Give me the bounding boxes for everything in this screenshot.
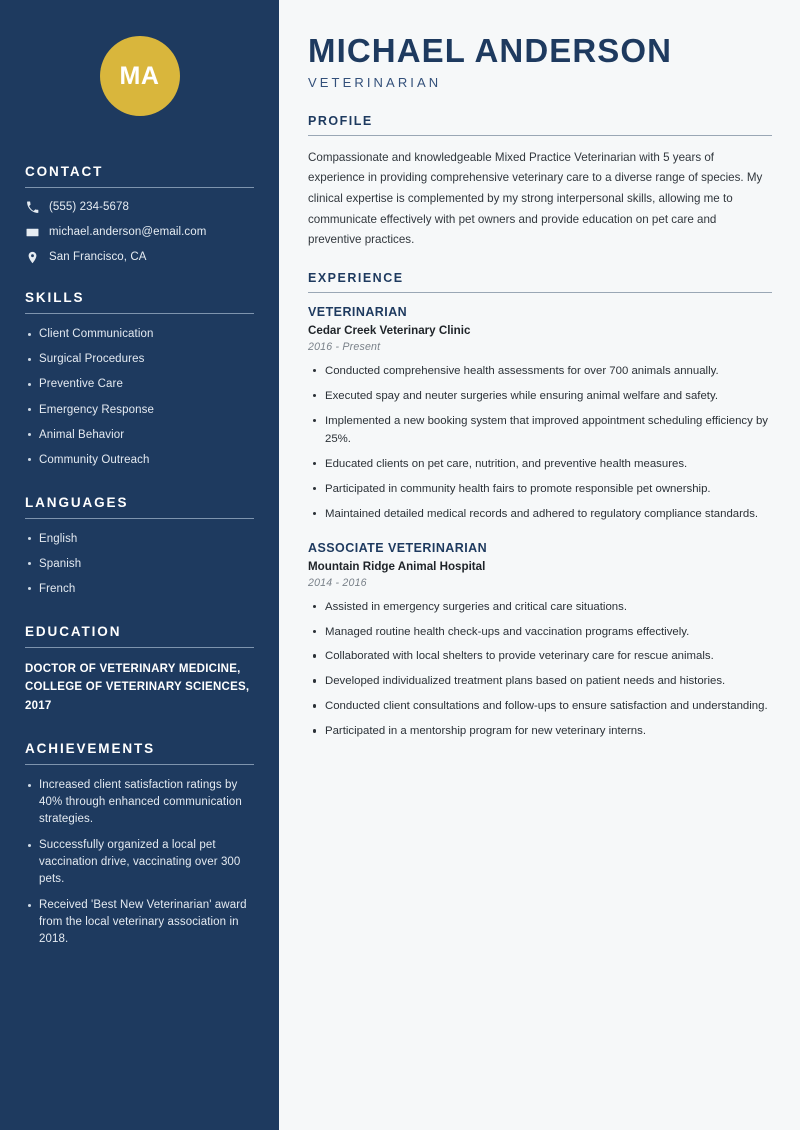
envelope-icon <box>25 225 39 239</box>
list-item: Conducted client consultations and follow-ups to ensure satisfaction and understanding. <box>325 697 772 715</box>
job-bullet-list <box>308 598 772 741</box>
contact-value-location: San Francisco, CA <box>49 251 147 263</box>
list-item: Managed routine health check-ups and vaccination programs effectively. <box>325 623 772 641</box>
skills-list <box>25 326 254 469</box>
contact-divider <box>25 187 254 188</box>
education-divider <box>25 647 254 648</box>
list-item: Client Communication <box>39 326 254 343</box>
contact-item-location[interactable] <box>25 250 254 264</box>
languages-heading: LANGUAGES <box>25 494 129 510</box>
list-item: Surgical Procedures <box>39 351 254 368</box>
list-item: Community Outreach <box>39 452 254 469</box>
avatar <box>100 36 180 116</box>
profile-divider <box>308 135 772 136</box>
section-experience <box>308 271 772 741</box>
job-dates: 2014 - 2016 <box>308 576 367 589</box>
list-item: Conducted comprehensive health assessments for over 700 animals annually. <box>325 362 772 380</box>
contact-value-email: michael.anderson@email.com <box>49 226 207 238</box>
main-content <box>279 0 800 1130</box>
achievements-list <box>25 777 254 947</box>
job-title: ASSOCIATE VETERINARIAN <box>308 540 488 555</box>
contact-item-email[interactable] <box>25 225 254 239</box>
languages-list <box>25 531 254 598</box>
section-profile <box>308 114 772 251</box>
sidebar <box>0 0 279 1130</box>
list-item: Spanish <box>39 556 254 573</box>
experience-heading: EXPERIENCE <box>308 270 404 285</box>
avatar-container <box>25 0 254 116</box>
achievements-divider <box>25 764 254 765</box>
list-item: Implemented a new booking system that improved appointment scheduling efficiency by 25%. <box>325 412 772 449</box>
contact-heading: CONTACT <box>25 164 104 179</box>
contact-value-phone: (555) 234-5678 <box>49 201 130 213</box>
list-item: French <box>39 581 254 598</box>
contact-item-phone[interactable] <box>25 200 254 214</box>
list-item: Preventive Care <box>39 376 254 393</box>
job-company: Cedar Creek Veterinary Clinic <box>308 323 471 337</box>
education-heading: EDUCATION <box>25 623 122 639</box>
list-item: Assisted in emergency surgeries and critical care situations. <box>325 598 772 616</box>
list-item: Successfully organized a local pet vaccination drive, vaccinating over 300 pets. <box>39 837 254 887</box>
job-company: Mountain Ridge Animal Hospital <box>308 559 486 573</box>
list-item: Increased client satisfaction ratings by 40% through enhanced communication strategies. <box>39 777 254 827</box>
map-pin-icon <box>25 250 39 264</box>
skills-divider <box>25 313 254 314</box>
avatar-initials: MA <box>119 61 160 90</box>
list-item: Collaborated with local shelters to provide veterinary care for rescue animals. <box>325 647 772 665</box>
list-item: Maintained detailed medical records and adhered to regulatory compliance standards. <box>325 505 772 523</box>
sidebar-section-education <box>25 624 254 716</box>
page-title: MICHAEL ANDERSON <box>308 32 673 69</box>
list-item: Emergency Response <box>39 402 254 419</box>
skills-heading: SKILLS <box>25 290 85 305</box>
list-item: Educated clients on pet care, nutrition, and preventive health measures. <box>325 455 772 473</box>
sidebar-section-skills <box>25 290 254 469</box>
phone-icon <box>25 200 39 214</box>
list-item: Participated in a mentorship program for new veterinary interns. <box>325 722 772 740</box>
list-item: Developed individualized treatment plans based on patient needs and histories. <box>325 672 772 690</box>
experience-entry <box>308 305 772 524</box>
contact-list <box>25 200 254 264</box>
list-item: Executed spay and neuter surgeries while ensuring animal welfare and safety. <box>325 387 772 405</box>
job-bullet-list <box>308 362 772 524</box>
list-item: Animal Behavior <box>39 427 254 444</box>
profile-text: Compassionate and knowledgeable Mixed Practice Veterinarian with 5 years of experience in providing comprehensive veterinary care to a diverse range of species. My clinical expertise is complemented by my strong interpersonal skills, allowing me to communicate effectively with pet owners and provide education on pet care and preventive practices. <box>308 150 763 247</box>
job-dates: 2016 - Present <box>308 340 381 353</box>
languages-divider <box>25 518 254 519</box>
profile-heading: PROFILE <box>308 113 373 128</box>
experience-entry <box>308 541 772 741</box>
achievements-heading: ACHIEVEMENTS <box>25 741 156 757</box>
job-title: VETERINARIAN <box>308 304 408 319</box>
job-role-subtitle: VETERINARIAN <box>308 74 442 90</box>
sidebar-section-contact <box>25 164 254 264</box>
education-entry: DOCTOR OF VETERINARY MEDICINE, COLLEGE OF VETERINARY SCIENCES, 2017 <box>25 662 250 712</box>
list-item: English <box>39 531 254 548</box>
experience-divider <box>308 292 772 293</box>
sidebar-section-languages <box>25 495 254 598</box>
sidebar-section-achievements <box>25 741 254 947</box>
list-item: Received 'Best New Veterinarian' award from the local veterinary association in 2018. <box>39 897 254 947</box>
list-item: Participated in community health fairs to promote responsible pet ownership. <box>325 480 772 498</box>
